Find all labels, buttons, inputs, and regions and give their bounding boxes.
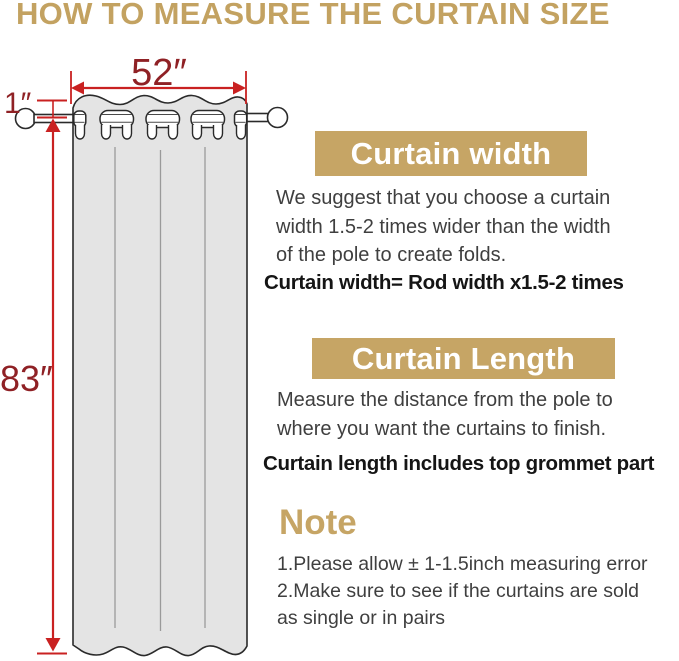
curtain-width-paragraph-line: We suggest that you choose a curtain — [276, 187, 611, 209]
width-dimension-label: 52″ — [131, 52, 187, 94]
curtain-length-paragraph — [277, 386, 613, 443]
note-item: as single or in pairs — [277, 607, 445, 629]
grommet-offset-label: 1″ — [4, 87, 32, 120]
curtain-width-heading: Curtain width — [315, 131, 587, 176]
note-item: 2.Make sure to see if the curtains are sold — [277, 580, 640, 602]
curtain-width-paragraph-line: of the pole to create folds. — [276, 244, 507, 266]
curtain-width-paragraph — [276, 184, 611, 270]
note-heading: Note — [279, 503, 357, 542]
curtain-length-formula: Curtain length includes top grommet part — [263, 452, 655, 475]
curtain-width-paragraph-line: width 1.5-2 times wider than the width — [276, 215, 611, 238]
curtain-length-paragraph-line: Measure the distance from the pole to — [277, 389, 613, 411]
note-list — [277, 551, 648, 632]
rod-right-finial — [268, 108, 288, 128]
curtain-width-formula: Curtain width= Rod width x1.5-2 times — [264, 271, 624, 294]
length-dimension-label: 83″ — [0, 358, 53, 399]
page-title: HOW TO MEASURE THE CURTAIN SIZE — [16, 0, 610, 31]
curtain-measurement-diagram — [0, 0, 310, 661]
curtain-length-paragraph-line: where you want the curtains to finish. — [277, 417, 607, 440]
curtain-length-heading: Curtain Length — [312, 338, 615, 379]
note-item: 1.Please allow ± 1-1.5inch measuring error — [277, 553, 648, 575]
